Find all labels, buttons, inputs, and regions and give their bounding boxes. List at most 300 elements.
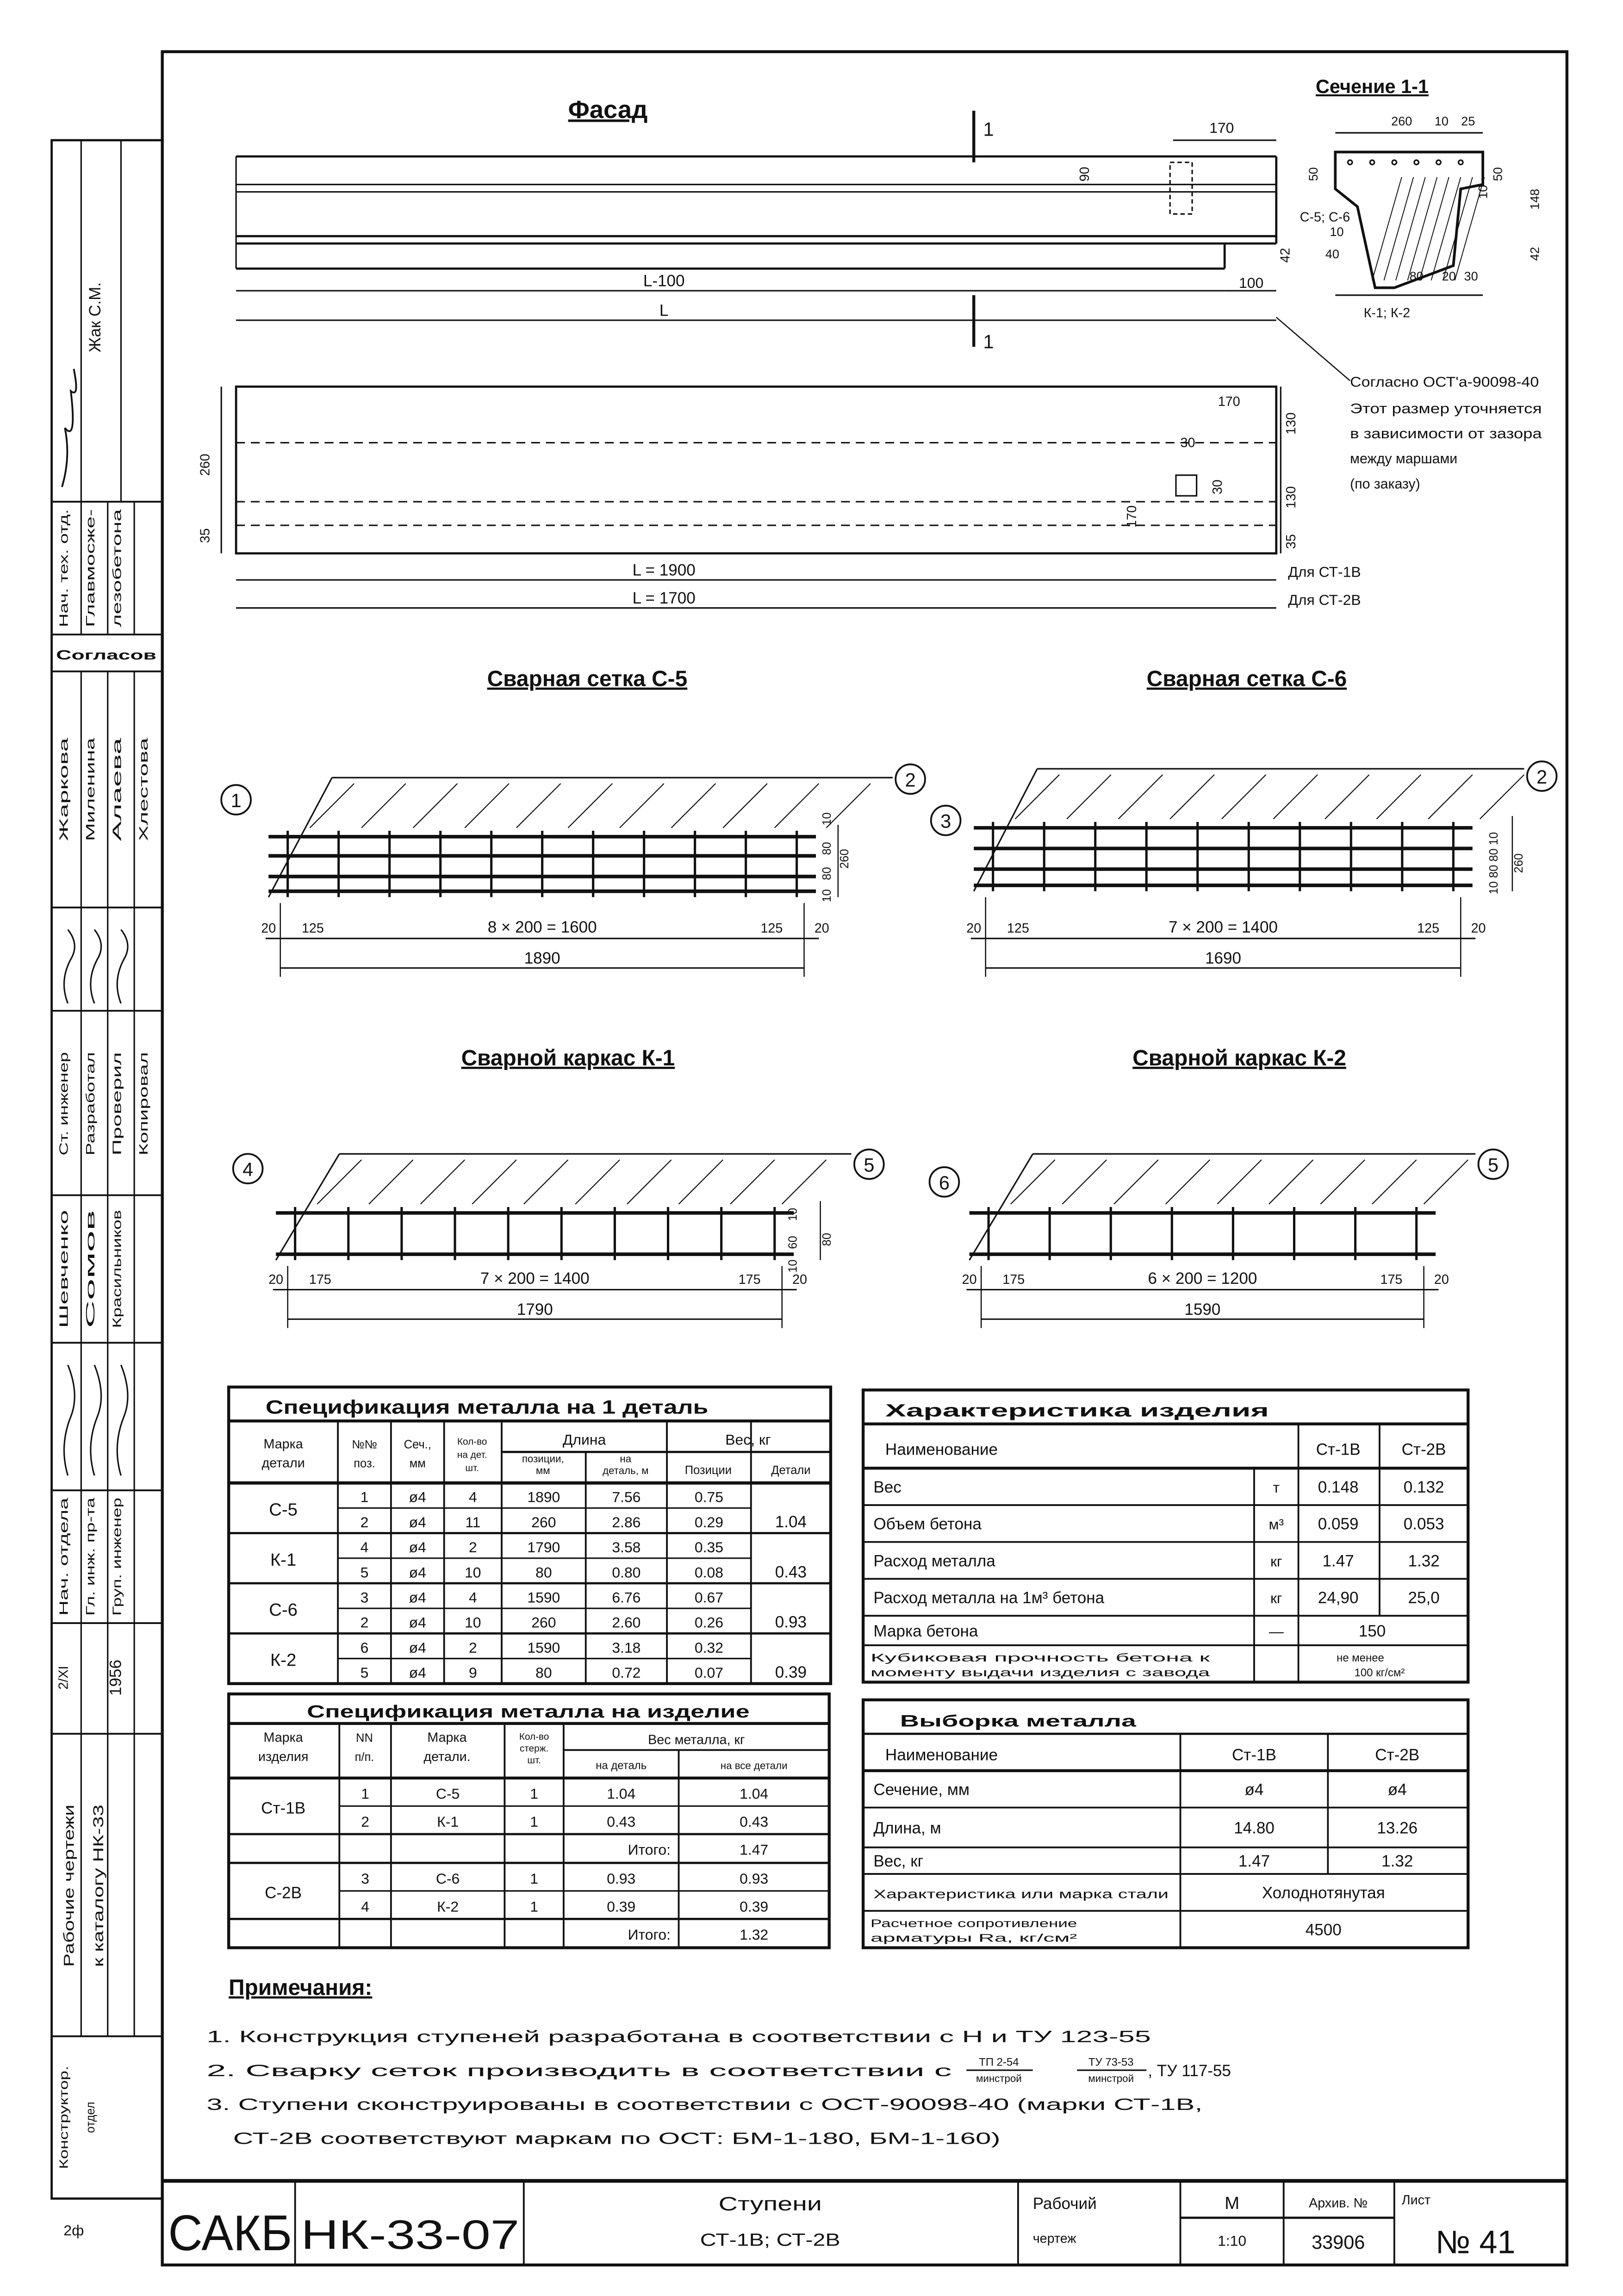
rebar-dot bbox=[1414, 160, 1419, 165]
note: 3. Ступени сконструированы в соответствии с ОСТ-90098-40 (марки СТ-1В, bbox=[206, 2096, 1203, 2114]
dim: 20 bbox=[1442, 268, 1456, 283]
column-header: шт. bbox=[465, 1462, 479, 1474]
sheet-format: 2ф bbox=[63, 2222, 84, 2239]
note-fraction: минстрой bbox=[976, 2072, 1022, 2084]
table-cell: 6 bbox=[360, 1639, 369, 1656]
dim: 42 bbox=[1527, 247, 1542, 261]
role-label: Разработал bbox=[84, 1091, 98, 1156]
table-cell: 4 bbox=[468, 1589, 477, 1606]
mesh-label: С-5; С-6 bbox=[1300, 210, 1350, 225]
line bbox=[1119, 775, 1163, 819]
row-label: Расход металла bbox=[873, 1552, 995, 1570]
table-characteristics bbox=[863, 1390, 1468, 1682]
table-cell: 1.47 bbox=[1238, 1852, 1270, 1871]
table-cell: 13.26 bbox=[1377, 1819, 1418, 1837]
dim: L bbox=[659, 301, 669, 320]
department: отдел bbox=[84, 2102, 98, 2133]
table-cell: 1790 bbox=[527, 1539, 560, 1556]
line bbox=[465, 784, 509, 828]
agreed-label: Согласов bbox=[56, 648, 156, 663]
note-fraction: минстрой bbox=[1088, 2072, 1134, 2084]
line bbox=[1424, 1160, 1468, 1204]
column-header: Кол-во bbox=[457, 1436, 487, 1447]
column-header: п/п. bbox=[354, 1751, 374, 1764]
line bbox=[1325, 775, 1369, 819]
table-cell: 1.32 bbox=[1408, 1552, 1440, 1570]
position-marker: 2 bbox=[905, 769, 916, 791]
line bbox=[1170, 775, 1214, 819]
unit: м³ bbox=[1269, 1516, 1284, 1533]
table-cell: К-1 bbox=[437, 1813, 459, 1830]
table-cell: 1890 bbox=[527, 1488, 560, 1506]
dim: 260 bbox=[1512, 853, 1526, 873]
table-cell: ø4 bbox=[1387, 1780, 1407, 1799]
table-cell: 0.93 bbox=[607, 1870, 636, 1887]
row-label: Расход металла на 1м³ бетона bbox=[873, 1589, 1105, 1607]
notes bbox=[206, 1976, 1231, 2148]
table-cell: не менее bbox=[1337, 1651, 1384, 1664]
dim-total: 1790 bbox=[516, 1300, 553, 1319]
table-cell: 0.43 bbox=[607, 1813, 636, 1830]
facade-view bbox=[236, 96, 1350, 380]
table-cell: 150 bbox=[1358, 1622, 1386, 1640]
callout-note bbox=[1350, 374, 1542, 492]
table-cell: 0.67 bbox=[694, 1589, 723, 1606]
table-spec-per-product bbox=[229, 1694, 829, 1948]
dim: 20 bbox=[792, 1272, 807, 1287]
column-header: Вес металла, кг bbox=[648, 1732, 745, 1748]
table-cell: 14.80 bbox=[1234, 1819, 1275, 1837]
table-cell: 3 bbox=[361, 1870, 369, 1887]
table-cell: 5 bbox=[360, 1564, 369, 1581]
head-role: Гл. инж. пр-та bbox=[84, 1540, 98, 1616]
column-header: Наименование bbox=[885, 1746, 998, 1764]
dim: 170 bbox=[1218, 394, 1240, 409]
dim-total: 1590 bbox=[1184, 1300, 1221, 1319]
line bbox=[568, 784, 612, 828]
line bbox=[1480, 775, 1524, 819]
section-title: Сечение 1-1 bbox=[1316, 75, 1429, 97]
signature bbox=[64, 930, 75, 1003]
callout-line: Согласно ОСТ'а-90098-40 bbox=[1350, 374, 1539, 390]
table-cell: К-2 bbox=[437, 1898, 459, 1915]
table-cell: 1 bbox=[530, 1813, 538, 1830]
table-cell: 260 bbox=[531, 1513, 556, 1531]
dim: 30 bbox=[1210, 479, 1225, 495]
line bbox=[775, 784, 819, 828]
mesh-end-dashed bbox=[1170, 162, 1192, 214]
table-metal-selection bbox=[863, 1700, 1468, 1948]
table-cell: 1 bbox=[530, 1785, 538, 1802]
column-header: Наименование bbox=[885, 1440, 998, 1459]
approver-name: Жак С.М. bbox=[86, 282, 104, 353]
agreed-name: Миленина bbox=[84, 785, 98, 841]
length-st2: L = 1700 bbox=[632, 589, 696, 608]
signature bbox=[62, 369, 76, 487]
column-header: изделия bbox=[258, 1749, 309, 1765]
drawing-name: Ступени bbox=[718, 2192, 822, 2215]
line bbox=[361, 784, 406, 828]
line bbox=[1273, 775, 1318, 819]
drawing-stage: Рабочий bbox=[1032, 2194, 1097, 2213]
dim: 125 bbox=[301, 921, 324, 936]
table-cell: ø4 bbox=[409, 1639, 426, 1656]
table-cell: 0.07 bbox=[694, 1664, 723, 1681]
line bbox=[974, 769, 1037, 891]
dim: 175 bbox=[738, 1272, 761, 1287]
line bbox=[369, 1160, 413, 1204]
year: 1956 bbox=[106, 1660, 125, 1696]
table-cell: 0.75 bbox=[694, 1488, 723, 1506]
column-header: мм bbox=[409, 1457, 426, 1470]
rebar-dot bbox=[1348, 160, 1352, 165]
row-label: Длина, м bbox=[873, 1819, 941, 1837]
mesh-title: Сварной каркас К-1 bbox=[461, 1045, 675, 1070]
table-cell: 2 bbox=[360, 1614, 369, 1631]
table-cell: 3.58 bbox=[612, 1539, 641, 1556]
signature bbox=[64, 1365, 75, 1475]
table-cell: ø4 bbox=[409, 1488, 426, 1506]
table-cell: 10 bbox=[465, 1564, 481, 1581]
dim: 175 bbox=[1380, 1272, 1403, 1287]
column-header: Сеч., bbox=[404, 1438, 431, 1451]
table-cell: ø4 bbox=[1244, 1780, 1264, 1799]
total-value: 1.32 bbox=[740, 1926, 769, 1943]
table-cell: 7.56 bbox=[612, 1488, 641, 1506]
table-cell: 2.86 bbox=[612, 1513, 641, 1531]
column-header: Детали bbox=[771, 1464, 811, 1477]
detail-weight-total: 1.04 bbox=[775, 1512, 807, 1531]
table-cell: ø4 bbox=[409, 1664, 426, 1681]
for-st1: Для СТ-1В bbox=[1288, 563, 1361, 580]
agreed-name: Алаева bbox=[111, 800, 124, 841]
column-header: Кол-во bbox=[519, 1731, 549, 1742]
table-cell: 0.72 bbox=[612, 1664, 641, 1681]
plan-view bbox=[198, 386, 1361, 608]
opening bbox=[1176, 475, 1197, 496]
role-label: Копировал bbox=[137, 1096, 150, 1156]
dim: 10 bbox=[820, 812, 833, 826]
dim: 80 bbox=[820, 1232, 833, 1246]
column-header: мм bbox=[535, 1465, 550, 1477]
table-cell: С-5 bbox=[435, 1785, 460, 1802]
total-label: Итого: bbox=[628, 1841, 671, 1858]
line bbox=[1166, 1160, 1210, 1204]
line bbox=[970, 1154, 1033, 1260]
note: 2. Сварку сеток производить в соответствии с bbox=[206, 2061, 952, 2080]
signature bbox=[91, 930, 101, 1003]
section-1-1 bbox=[1300, 75, 1542, 321]
length-st1: L = 1900 bbox=[632, 561, 696, 579]
line bbox=[575, 1160, 620, 1204]
table-cell: 0.132 bbox=[1403, 1478, 1444, 1496]
sheet-label: Лист bbox=[1401, 2193, 1431, 2208]
position-marker: 3 bbox=[940, 810, 951, 832]
dim: 40 bbox=[1325, 247, 1339, 261]
callout-line: (по заказу) bbox=[1350, 476, 1420, 492]
column-header: Марка bbox=[263, 1730, 303, 1745]
mesh-title: Сварная сетка С-5 bbox=[487, 666, 688, 691]
dim: 50 bbox=[1306, 167, 1321, 181]
line bbox=[1419, 177, 1449, 280]
column-header: стерж. bbox=[519, 1743, 549, 1754]
column-header: №№ bbox=[352, 1438, 377, 1451]
dim: 80 bbox=[820, 842, 833, 855]
table-cell: 0.39 bbox=[607, 1898, 636, 1915]
table-cell: 2 bbox=[468, 1639, 477, 1656]
table-cell: 2 bbox=[360, 1513, 369, 1531]
detail-mark: С-6 bbox=[269, 1600, 298, 1620]
table-cell: 1 bbox=[530, 1898, 538, 1915]
dim: 20 bbox=[966, 921, 982, 936]
dim: 10 bbox=[1434, 114, 1449, 129]
dim: 125 bbox=[1417, 921, 1440, 936]
table-cell: 24,90 bbox=[1318, 1589, 1359, 1607]
role-label: Проверил bbox=[111, 1101, 124, 1156]
position-marker: 5 bbox=[864, 1154, 875, 1176]
dim: 6 × 200 = 1200 bbox=[1148, 1269, 1257, 1288]
rebar-dot bbox=[1392, 160, 1397, 165]
detail-mark: К-2 bbox=[270, 1650, 297, 1670]
table-cell: Холоднотянутая bbox=[1262, 1884, 1385, 1902]
line bbox=[1276, 317, 1350, 381]
dim: 10 bbox=[820, 889, 833, 902]
table-cell: 5 bbox=[360, 1664, 369, 1681]
table-cell: 1.04 bbox=[607, 1785, 636, 1802]
column-header: Марка bbox=[427, 1730, 467, 1745]
column-header: NN bbox=[356, 1731, 373, 1745]
album-title: Рабочие чертежи bbox=[60, 1848, 77, 1967]
line bbox=[1377, 775, 1421, 819]
dim: 50 bbox=[1490, 167, 1505, 181]
table-cell: ø4 bbox=[409, 1564, 426, 1581]
dim: 260 bbox=[198, 454, 213, 476]
table-cell: 0.39 bbox=[740, 1898, 769, 1915]
role-label: Ст. инженер bbox=[57, 1089, 71, 1156]
line bbox=[413, 784, 458, 828]
column-header: деталь, м bbox=[603, 1465, 649, 1477]
mesh-drawing-2 bbox=[931, 667, 1557, 977]
agreed-name: Жаркова bbox=[57, 792, 71, 841]
unit: кг bbox=[1270, 1590, 1282, 1607]
head-role: Груп. инженер bbox=[111, 1537, 124, 1616]
stamp-column bbox=[52, 140, 162, 2239]
line bbox=[1269, 1160, 1313, 1204]
row-label: Объем бетона bbox=[873, 1515, 982, 1533]
position-marker: 5 bbox=[1487, 1154, 1499, 1176]
dim: 7 × 200 = 1400 bbox=[480, 1269, 590, 1288]
dim: 130 bbox=[1284, 486, 1299, 509]
frame-label: К-1; К-2 bbox=[1363, 305, 1411, 321]
line bbox=[1011, 1160, 1055, 1204]
column-header: на bbox=[620, 1453, 632, 1465]
row-label: арматуры Ra, кг/см² bbox=[871, 1932, 1077, 1945]
drawing-name: СТ-1В; СТ-2В bbox=[700, 2230, 840, 2250]
detail-weight-total: 0.93 bbox=[775, 1613, 807, 1631]
position-marker: 6 bbox=[939, 1171, 950, 1194]
title-block bbox=[162, 2181, 1567, 2265]
row-label: Расчетное сопротивление bbox=[871, 1917, 1077, 1930]
archive-label: Архив. № bbox=[1309, 2196, 1368, 2211]
table-cell: 4 bbox=[361, 1898, 369, 1915]
total-label: Итого: bbox=[628, 1926, 671, 1943]
archive-number: 33906 bbox=[1312, 2231, 1365, 2253]
dim: 35 bbox=[198, 528, 213, 543]
detail-mark: К-1 bbox=[270, 1549, 297, 1570]
line bbox=[672, 784, 716, 828]
line bbox=[1015, 775, 1059, 819]
notes-title: Примечания: bbox=[229, 1975, 373, 2000]
line bbox=[516, 784, 561, 828]
line bbox=[1428, 775, 1473, 819]
dim: 10 bbox=[1330, 224, 1344, 239]
detail-weight-total: 0.43 bbox=[775, 1563, 807, 1581]
table-cell: 0.35 bbox=[694, 1539, 723, 1556]
dim-total: 1890 bbox=[524, 949, 560, 967]
dim: 20 bbox=[268, 1272, 284, 1287]
table-cell: ø4 bbox=[409, 1589, 426, 1606]
table-cell: 25,0 bbox=[1408, 1589, 1440, 1607]
line bbox=[723, 784, 767, 828]
callout-line: между маршами bbox=[1350, 451, 1458, 467]
table-cell: 3 bbox=[360, 1589, 369, 1606]
line bbox=[1372, 177, 1402, 280]
album-title: к каталогу НК-33 bbox=[90, 1852, 107, 1967]
approver-role: Нач. тех. отд. bbox=[57, 554, 71, 628]
approver-role: Главмосже- bbox=[84, 562, 98, 628]
dim: 100 bbox=[1238, 274, 1264, 291]
dim: 25 bbox=[1461, 114, 1475, 129]
table-title: Выборка металла bbox=[900, 1712, 1137, 1730]
table-cell: 1.47 bbox=[1322, 1552, 1354, 1570]
note: 1. Конструкция ступеней разработана в соответствии с Н и ТУ 123-55 bbox=[206, 2028, 1151, 2046]
scale-label: М bbox=[1225, 2193, 1240, 2213]
line bbox=[1384, 177, 1414, 280]
tables bbox=[229, 1387, 1468, 1948]
line bbox=[627, 1160, 672, 1204]
table-cell: 0.93 bbox=[740, 1870, 769, 1887]
dim: 20 bbox=[1434, 1272, 1449, 1287]
callout-line: в зависимости от зазора bbox=[1350, 426, 1542, 442]
dim: 130 bbox=[1284, 412, 1299, 435]
line bbox=[730, 1160, 775, 1204]
detail-mark: С-5 bbox=[269, 1500, 298, 1520]
row-label: моменту выдачи изделия с завода bbox=[871, 1666, 1211, 1679]
section-mark: 1 bbox=[983, 118, 994, 140]
column-header: Ст-2В bbox=[1375, 1746, 1420, 1764]
table-cell: 80 bbox=[535, 1564, 552, 1581]
table-cell: 4 bbox=[360, 1539, 369, 1556]
table-cell: 0.43 bbox=[740, 1813, 769, 1830]
unit: — bbox=[1269, 1623, 1284, 1640]
unit: кг bbox=[1270, 1553, 1282, 1570]
column-header: на все детали bbox=[720, 1760, 788, 1772]
dim: 30 bbox=[1464, 268, 1478, 283]
line bbox=[1408, 177, 1437, 280]
line bbox=[620, 784, 664, 828]
signature bbox=[91, 1365, 101, 1475]
table-cell: 2.60 bbox=[612, 1614, 641, 1631]
table-cell: 10 bbox=[465, 1614, 481, 1631]
person-name: Красильников bbox=[111, 1251, 124, 1328]
note: СТ-2В соответствуют маркам по ОСТ: БМ-1-180, БМ-1-160) bbox=[233, 2129, 1001, 2148]
table-title: Спецификация металла на изделие bbox=[307, 1702, 750, 1722]
dim: 125 bbox=[1007, 921, 1029, 936]
note-fraction: ТУ 73-53 bbox=[1088, 2056, 1134, 2069]
dim: 20 bbox=[261, 921, 276, 936]
department: Конструктор. bbox=[57, 2098, 71, 2169]
row-label: Марка бетона bbox=[873, 1622, 978, 1640]
row-label: Вес bbox=[873, 1478, 902, 1496]
section-mark: 1 bbox=[983, 330, 994, 353]
table-cell: 1590 bbox=[527, 1589, 560, 1606]
line bbox=[1067, 775, 1111, 819]
table-cell: ø4 bbox=[409, 1614, 426, 1631]
position-marker: 1 bbox=[230, 790, 242, 812]
table-cell: 3.18 bbox=[612, 1639, 641, 1656]
table-cell: 0.148 bbox=[1318, 1478, 1359, 1496]
dim: 90 bbox=[1077, 167, 1092, 182]
table-cell: 1.04 bbox=[740, 1785, 769, 1802]
mesh-drawing-3 bbox=[233, 1046, 884, 1328]
dim: 60 bbox=[786, 1236, 800, 1249]
dim: 80 bbox=[1409, 268, 1424, 283]
column-header: Вес, кг bbox=[725, 1431, 771, 1448]
column-header: на деталь bbox=[596, 1759, 647, 1772]
dim: 260 bbox=[838, 849, 852, 869]
column-header: Ст-1В bbox=[1316, 1440, 1361, 1459]
line bbox=[276, 1154, 339, 1260]
dim: 148 bbox=[1527, 188, 1542, 210]
table-cell: 2 bbox=[361, 1813, 369, 1830]
dim: 10 bbox=[786, 1259, 800, 1273]
dim: 260 bbox=[1391, 114, 1412, 129]
line bbox=[1062, 1160, 1107, 1204]
line bbox=[679, 1160, 723, 1204]
organization-logo: САКБ bbox=[168, 2205, 292, 2261]
line bbox=[782, 1160, 827, 1204]
row-label: Кубиковая прочность бетона к bbox=[871, 1651, 1211, 1664]
dim: L-100 bbox=[643, 272, 685, 290]
table-cell: 0.29 bbox=[694, 1513, 723, 1531]
sheet-number: № 41 bbox=[1435, 2224, 1516, 2260]
total-value: 1.47 bbox=[740, 1841, 769, 1858]
dim: 42 bbox=[1278, 248, 1293, 263]
drawing-code: НК-33-07 bbox=[301, 2211, 520, 2258]
line bbox=[317, 1160, 361, 1204]
table-cell: С-6 bbox=[435, 1870, 460, 1887]
row-label: Сечение, мм bbox=[873, 1780, 970, 1799]
signature bbox=[117, 930, 128, 1003]
line bbox=[524, 1160, 568, 1204]
table-cell: 80 bbox=[535, 1664, 552, 1681]
plan-outline bbox=[236, 386, 1276, 553]
note: , ТУ 117-55 bbox=[1148, 2061, 1231, 2080]
column-header: Ст-2В bbox=[1401, 1440, 1446, 1459]
row-label: Характеристика или марка стали bbox=[873, 1888, 1169, 1901]
position-marker: 2 bbox=[1536, 766, 1548, 788]
table-cell: 1 bbox=[530, 1870, 538, 1887]
line bbox=[1320, 1160, 1365, 1204]
dim: 10 80 80 10 bbox=[1487, 832, 1501, 895]
product-mark: Ст-1В bbox=[261, 1799, 306, 1817]
dim: 175 bbox=[1002, 1272, 1025, 1287]
scale-value: 1:10 bbox=[1218, 2232, 1247, 2249]
dim: 20 bbox=[1471, 921, 1486, 936]
table-cell: 11 bbox=[465, 1513, 481, 1531]
table-cell: 0.059 bbox=[1318, 1515, 1359, 1533]
table-cell: 6.76 bbox=[612, 1589, 641, 1606]
